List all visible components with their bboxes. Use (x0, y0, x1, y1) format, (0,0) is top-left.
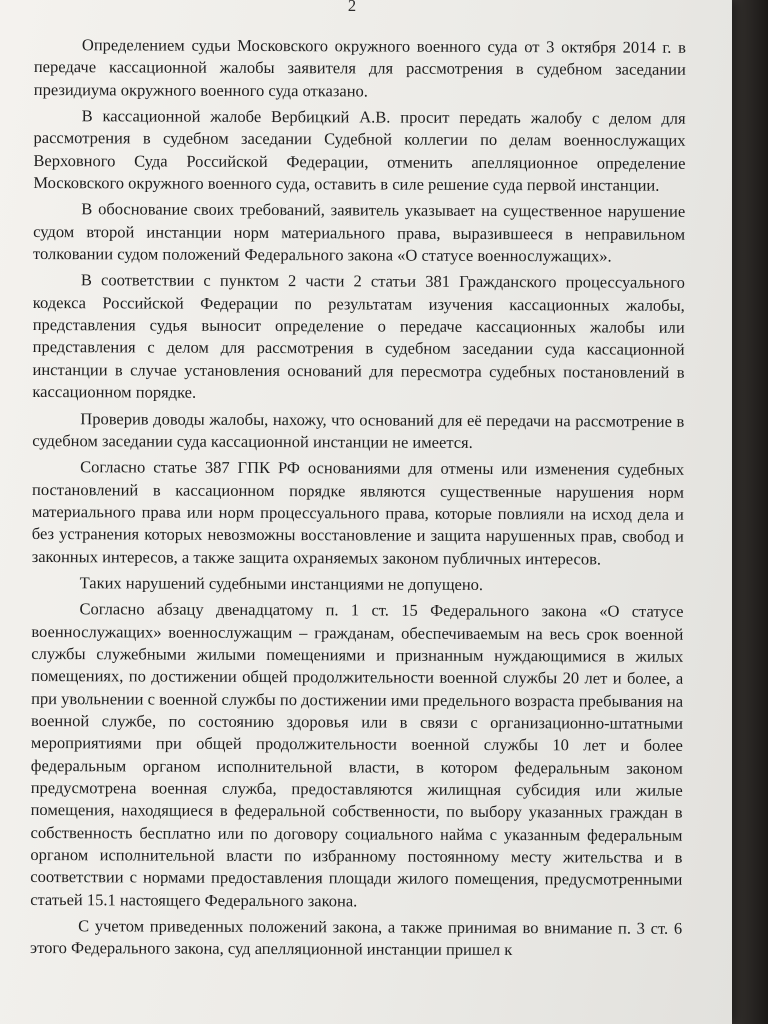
paragraph-grounds: В обоснование своих требований, заявитель указывает на существенное нарушение судом второй инстанции норм материального права, выразившееся в неправильном толковании судом положений Федерального закона «О статусе военнослужащих». (33, 199, 686, 266)
paragraph-article-387: Согласно статье 387 ГПК РФ основаниями для отмены или изменения судебных постановлений в кассационном порядке являются существенные нарушения норм материального права или норм процессуального права, которые повлияли на исход дела и без устранения которых невозможны восстановление и защита нарушенных прав, свобод и законных интересов, а также защита охраняемых законом публичных интересов. (31, 457, 685, 569)
page-number: 2 (347, 0, 357, 15)
paragraph-article-381: В соответствии с пунктом 2 части 2 статьи 381 Гражданского процессуального кодекса Российской Федерации по результатам изучения кассационных жалобы, представления судья выносит определение о передаче кассационных жалобы или представления с делом для рассмотрения в судебном заседании суда кассационной инстанции в случае установления оснований для пересмотра судебных постановлений в кассационном порядке. (32, 270, 685, 402)
paragraph-article-15: Согласно абзацу двенадцатому п. 1 ст. 15 Федерального закона «О статусе военнослужащих» военнослужащим – гражданам, обеспечиваемым на весь срок военной службы служебными жилыми помещениями и признанным нуждающимися в жилых помещениях, по достижении общей продолжительности военной службы 20 лет и более, а при увольнении с военной службы по достижении ими предельного возраста пребывания на военной службе, по состоянию здоровья или в связи с организационно-штатными мероприятиями при общей продолжительности военной службы 10 лет и более федеральным органом исполнительной власти, в котором федеральным законом предусмотрена военная служба, предоставляются жилищная субсидия или жилые помещения, находящиеся в федеральной собственности, по выбору указанных граждан в собственность бесплатно или по договору социального найма с указанным федеральным органом исполнительной власти по избранному постоянному месту жительства и в соответствии с нормами предоставления площади жилого помещения, предусмотренными статьей 15.1 настоящего Федерального закона. (30, 599, 684, 911)
paragraph-appeal-request: В кассационной жалобе Вербицкий А.В. просит передать жалобу с делом для рассмотрения в судебном заседании Судебной коллегии по делам военнослужащих Верховного Суда Российской Федерации, отменить апелляционное определение Московского окружного военного суда, оставить в силе решение суда первой инстанции. (33, 106, 686, 195)
paragraph-ruling-refusal: Определением судьи Московского окружного военного суда от 3 октября 2014 г. в передаче кассационной жалобы заявителя для рассмотрения в судебном заседании президиума окружного военного суда отказано. (33, 35, 686, 101)
document-body (30, 34, 686, 963)
desk-background (728, 0, 768, 1024)
paragraph-no-violations: Таких нарушений судебными инстанциями не допущено. (79, 573, 484, 594)
paragraph-finding: Проверив доводы жалобы, нахожу, что оснований для её передачи на рассмотрение в судебном заседании суда кассационной инстанции не имеется. (32, 408, 685, 452)
paragraph-conclusion: С учетом приведенных положений закона, а также принимая во внимание п. 3 ст. 6 этого Федерального закона, суд апелляционной инстанции пришел к (29, 916, 683, 960)
